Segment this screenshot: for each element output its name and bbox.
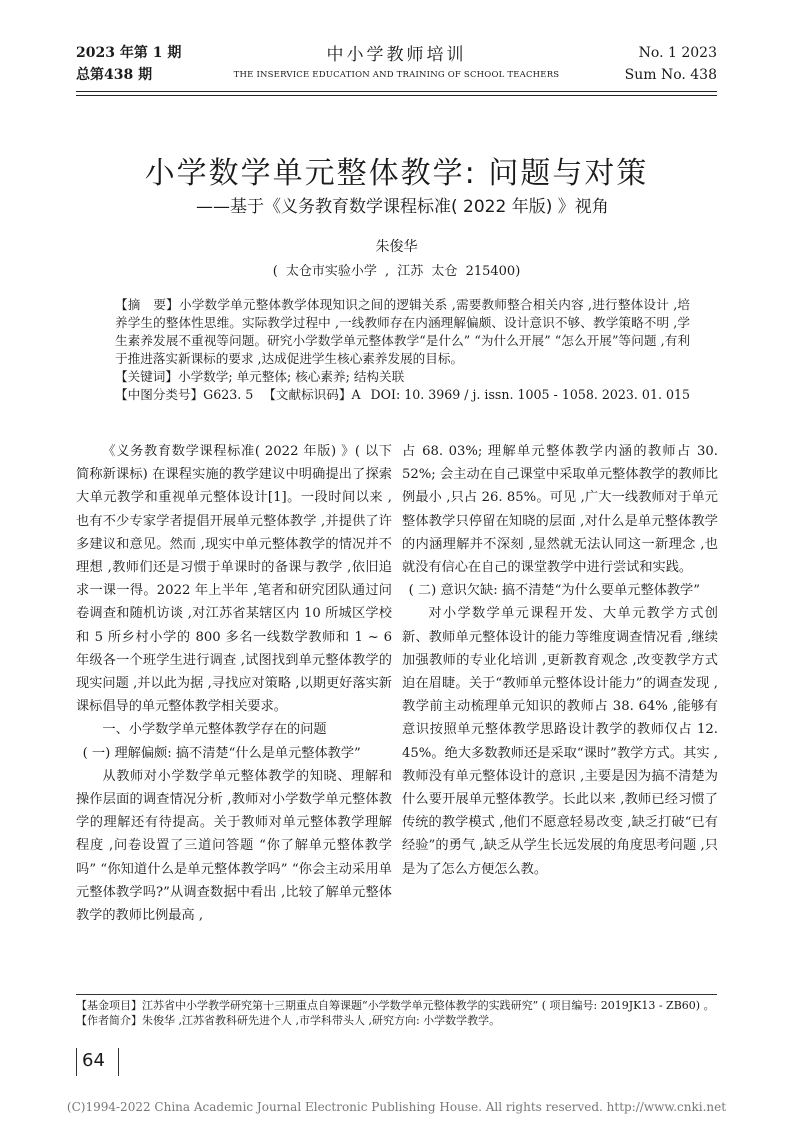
keywords	[115, 368, 690, 386]
article-affiliation: ( 太仓市实验小学 , 江苏 太仓 215400)	[272, 264, 521, 279]
header-issue-number-en: No. 1 2023	[638, 45, 717, 61]
article-title: 小学数学单元整体教学: 问题与对策	[144, 156, 649, 191]
author-bio-text: 朱俊华 ,江苏省教科研先进个人 ,市学科带头人 ,研究方向: 小学数学教学。	[142, 1014, 501, 1027]
footnote-rule	[76, 994, 717, 995]
funding-text: 江苏省中小学教学研究第十三期重点自筹课题“小学数学单元整体教学的实践研究” ( 项目编号: 2019JK13 - ZB60) 。	[142, 999, 715, 1012]
keywords-text: 小学数学; 单元整体; 核心素养; 结构关联	[177, 369, 405, 384]
doc-code-label: 【文献标识码】	[263, 387, 352, 402]
journal-title-en: THE INSERVICE EDUCATION AND TRAINING OF SCHOOL TEACHERS	[233, 70, 560, 80]
header-total-cn: 总第438 期	[76, 67, 153, 83]
subsection-heading-2: ( 二) 意识欠缺: 搞不清楚“为什么要单元整体教学”	[408, 583, 700, 599]
author-bio	[76, 1013, 717, 1028]
footnotes	[76, 998, 717, 1028]
article-author: 朱俊华	[375, 239, 418, 255]
journal-title-cn: 中小学教师培训	[326, 45, 467, 65]
header-rule-thin	[76, 95, 717, 96]
doi: DOI: 10. 3969 / j. issn. 1005 - 1058. 2023. 01. 015	[370, 387, 690, 402]
page-number-bar-right	[118, 1048, 119, 1076]
author-bio-label: 【作者简介】	[76, 1014, 142, 1027]
page-number-bar-left	[76, 1048, 77, 1076]
header-issue-en	[625, 42, 717, 86]
body-paragraph: 对小学数学单元课程开发、大单元教学方式创新、教师单元整体设计的能力等维度调查情况看 ,继续加强教师的专业化培训 ,更新教育观念 ,改变教学方式迫在眉睫。关于“教师单元整体设计能力”的调查发现 ,教学前主动梳理单元知识的教师占 38. 64% ,能够有意识按照单元整体教学思路设计教学的教师仅占 12. 45%。绝大多数教师还是采取“课时”教学方式。其实 ,教师没有单元整体设计的意识 ,主要是因为搞不清楚为什么要开展单元整体教学。长此以来 ,教师已经习惯了传统的教学模式 ,他们不愿意轻易改变 ,缺乏打破“已有经验”的勇气 ,缺乏从学生长远发展的角度思考问题 ,只是为了怎么方便怎么教。	[402, 606, 718, 877]
clc-value: G623. 5	[203, 387, 254, 402]
funding-note	[76, 998, 717, 1013]
classification-row	[115, 386, 690, 404]
page-number: 64	[82, 1050, 105, 1071]
body-paragraph: 从教师对小学数学单元整体教学的知晓、理解和操作层面的调查情况分析 ,教师对小学数学单元整体教学的理解还有待提高。关于教师对单元整体教学理解程度 ,问卷设置了三道问答题 “你了解单元整体教学吗” “你知道什么是单元整体教学吗” “你会主动采用单元整体教学吗?”从调查数据中看出 ,比较了解单元整体教学的教师比例最高 ,	[76, 768, 392, 924]
body-paragraph-continued: 占 68. 03%; 理解单元整体教学内涵的教师占 30. 52%; 会主动在自己课堂中采取单元整体教学的教师比例最小 ,只占 26. 85%。可见 ,广大一线教师对于单元整体教学只停留在知晓的层面 ,对什么是单元整体教学的内涵理解并不深刻 ,显然就无法认同这一新理念 ,也就没有信心在自己的课堂教学中进行尝试和实践。	[402, 444, 718, 576]
intro-paragraph: 《义务教育数学课程标准( 2022 年版) 》( 以下简称新课标) 在课程实施的教学建议中明确提出了探索大单元教学和重视单元整体设计[1]。一段时间以来 ,也有不少专家学者提倡开展单元整体教学 ,并提供了许多建议和意见。然而 ,现实中单元整体教学的情况并不理想 ,教师们还是习惯于单课时的备课与教学 ,依旧追求一课一得。2022 年上半年 ,笔者和研究团队通过问卷调查和随机访谈 ,对江苏省某辖区内 10 所城区学校和 5 所乡村小学的 800 多名一线数学教师和 1 ~ 6 年级各一个班学生进行调查 ,试图找到单元整体教学的现实问题 ,并以此为据 ,寻找应对策略 ,以期更好落实新课标倡导的单元整体教学相关要求。	[76, 444, 392, 715]
abstract-label: 【摘 要】	[115, 297, 179, 312]
abstract-text: 小学数学单元整体教学体现知识之间的逻辑关系 ,需要教师整合相关内容 ,进行整体设计 ,培养学生的整体性思维。实际教学过程中 ,一线教师存在内涵理解偏颇、设计意识不够、教学策略不明 ,学生素养发展不重视等问题。研究小学数学单元整体教学“是什么” “为什么开展” “怎么开展”等问题 ,有利于推进落实新课标的要求 ,达成促进学生核心素养发展的目标。	[115, 297, 690, 366]
doc-code-value: A	[351, 387, 361, 402]
body-column-right	[402, 440, 718, 881]
article-subtitle: ——基于《义务教育数学课程标准( 2022 年版) 》视角	[196, 197, 609, 217]
copyright-notice: (C)1994-2022 China Academic Journal Electronic Publishing House. All rights reserved. http://www.cnki.net	[66, 1100, 727, 1114]
clc-label: 【中图分类号】	[115, 387, 204, 402]
subsection-heading-1: ( 一) 理解偏颇: 搞不清楚“什么是单元整体教学”	[82, 745, 361, 761]
header-rule-thick	[76, 91, 717, 92]
abstract-block	[115, 296, 690, 404]
funding-label: 【基金项目】	[76, 999, 142, 1012]
abstract	[115, 296, 690, 368]
keywords-label: 【关键词】	[115, 369, 178, 384]
body-column-left	[76, 440, 392, 927]
header-issue-cn: 2023 年第 1 期	[76, 45, 182, 61]
header-total-en: Sum No. 438	[624, 67, 717, 83]
section-heading-1: 一、小学数学单元整体教学存在的问题	[102, 722, 327, 738]
